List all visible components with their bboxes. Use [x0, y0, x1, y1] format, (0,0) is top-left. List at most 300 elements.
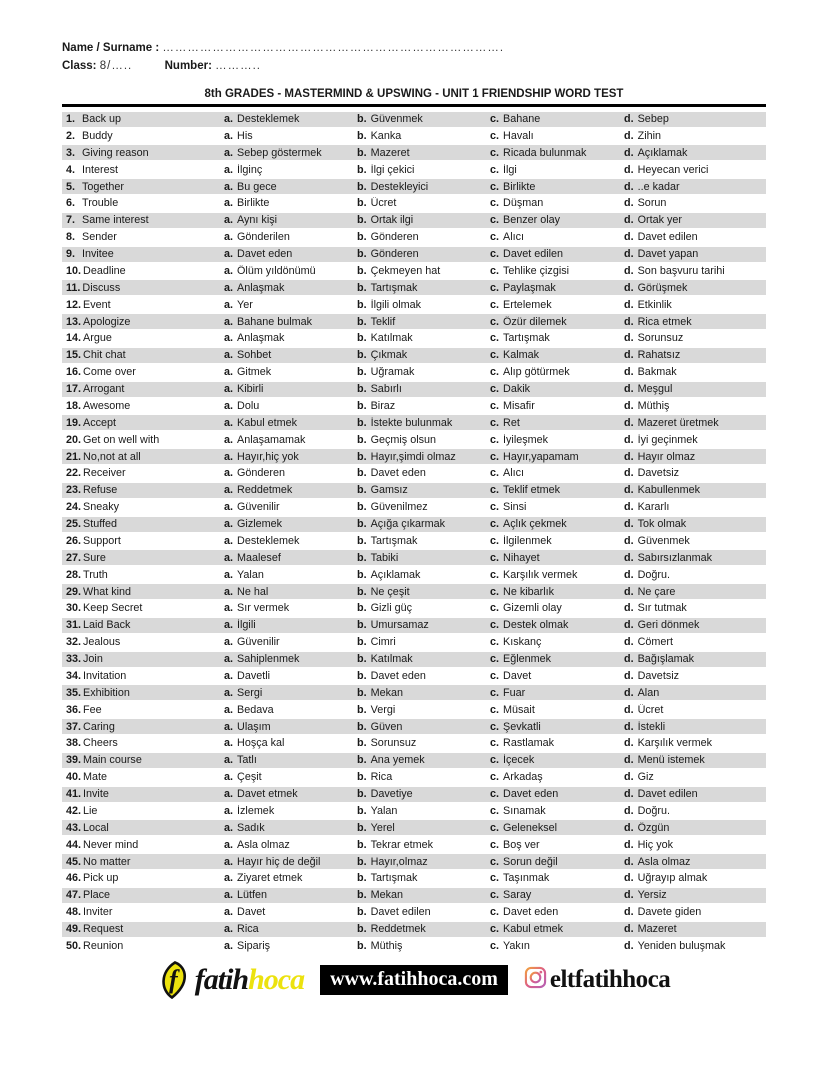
option-a [224, 248, 357, 260]
option-text: Güvenilmez [370, 501, 428, 514]
option-letter: d. [624, 366, 634, 379]
option-b [357, 822, 490, 834]
option-d [624, 653, 766, 665]
option-text: Çıkmak [370, 349, 408, 362]
option-letter: b. [357, 788, 367, 801]
option-letter: c. [490, 231, 500, 244]
option-letter: d. [624, 281, 634, 294]
question-row [62, 466, 766, 483]
option-d [624, 687, 766, 699]
option-letter: b. [357, 113, 367, 126]
option-letter: a. [224, 180, 234, 193]
option-a [224, 265, 357, 277]
question-cell [62, 231, 224, 243]
option-d [624, 569, 766, 581]
option-text: Son başvuru tarihi [637, 264, 725, 277]
option-letter: d. [624, 231, 634, 244]
question-word: Discuss [82, 281, 121, 294]
option-letter: a. [224, 484, 234, 497]
option-d [624, 451, 766, 463]
question-row [62, 517, 766, 534]
question-number: 36. [66, 703, 82, 716]
option-letter: a. [224, 129, 234, 142]
question-row [62, 264, 766, 281]
option-letter: c. [490, 636, 500, 649]
option-text: Paylaşmak [503, 281, 556, 294]
option-b [357, 754, 490, 766]
question-row [62, 601, 766, 618]
option-letter: d. [624, 568, 634, 581]
option-d [624, 282, 766, 294]
question-cell [62, 670, 224, 682]
option-c [490, 856, 624, 868]
option-letter: a. [224, 163, 234, 176]
option-a [224, 417, 357, 429]
option-letter: c. [490, 906, 500, 919]
option-a [224, 586, 357, 598]
option-letter: b. [357, 703, 367, 716]
option-d [624, 940, 766, 952]
option-b [357, 248, 490, 260]
option-text: Gizemli olay [503, 602, 562, 615]
question-word: Laid Back [83, 619, 131, 632]
question-cell [62, 822, 224, 834]
question-number: 6. [66, 197, 76, 210]
question-word: Request [83, 923, 124, 936]
option-text: Davetsiz [637, 467, 680, 480]
option-d [624, 248, 766, 260]
option-text: Maalesef [237, 551, 281, 564]
option-letter: a. [224, 534, 234, 547]
question-row [62, 534, 766, 551]
option-letter: a. [224, 298, 234, 311]
question-number: 43. [66, 821, 82, 834]
option-text: Ricada bulunmak [503, 146, 587, 159]
option-text: Zihin [637, 129, 662, 142]
option-text: Rica [370, 771, 393, 784]
option-a [224, 501, 357, 513]
question-row [62, 382, 766, 399]
option-text: Tartışmak [370, 534, 418, 547]
option-d [624, 636, 766, 648]
question-row [62, 854, 766, 871]
option-text: Davet yapan [637, 248, 699, 261]
option-letter: a. [224, 939, 234, 952]
option-letter: a. [224, 602, 234, 615]
option-c [490, 805, 624, 817]
option-text: Biraz [370, 399, 396, 412]
option-d [624, 366, 766, 378]
question-word: Cheers [83, 737, 118, 750]
question-cell [62, 535, 224, 547]
option-letter: c. [490, 315, 500, 328]
option-text: Geçmiş olsun [370, 433, 437, 446]
option-text: Lütfen [237, 889, 268, 902]
option-b [357, 214, 490, 226]
option-letter: d. [624, 669, 634, 682]
option-b [357, 737, 490, 749]
option-c [490, 822, 624, 834]
question-number: 39. [66, 754, 82, 767]
option-text: Özgün [637, 821, 670, 834]
question-number: 45. [66, 855, 82, 868]
option-letter: c. [490, 602, 500, 615]
option-letter: a. [224, 737, 234, 750]
option-d [624, 130, 766, 142]
option-b [357, 484, 490, 496]
footer [62, 957, 766, 1003]
option-letter: a. [224, 821, 234, 834]
option-d [624, 181, 766, 193]
option-b [357, 771, 490, 783]
question-word: Pick up [83, 872, 119, 885]
option-text: Anlaşamamak [237, 433, 306, 446]
option-text: Sipariş [237, 939, 271, 952]
question-cell [62, 467, 224, 479]
option-text: Ücret [637, 703, 664, 716]
option-text: Sebep göstermek [237, 146, 322, 159]
option-letter: b. [357, 602, 367, 615]
option-text: Karşılık vermek [637, 737, 713, 750]
option-letter: a. [224, 450, 234, 463]
question-row [62, 871, 766, 888]
option-a [224, 906, 357, 918]
option-c [490, 619, 624, 631]
option-text: Güvenilir [237, 636, 280, 649]
option-text: Mekan [370, 889, 404, 902]
option-letter: c. [490, 146, 500, 159]
option-text: Güven [370, 720, 403, 733]
question-word: What kind [83, 585, 132, 598]
option-c [490, 653, 624, 665]
option-a [224, 619, 357, 631]
option-text: Ne hal [237, 585, 269, 598]
option-b [357, 839, 490, 851]
question-word: Support [83, 534, 121, 547]
option-c [490, 501, 624, 513]
option-c [490, 636, 624, 648]
option-b [357, 181, 490, 193]
question-number: 15. [66, 349, 82, 362]
option-b [357, 518, 490, 530]
option-letter: b. [357, 416, 367, 429]
option-letter: c. [490, 264, 500, 277]
option-b [357, 906, 490, 918]
option-letter: c. [490, 433, 500, 446]
option-a [224, 889, 357, 901]
question-cell [62, 181, 224, 193]
question-word: Argue [83, 332, 112, 345]
option-c [490, 586, 624, 598]
option-text: İstekte bulunmak [370, 416, 453, 429]
option-letter: a. [224, 923, 234, 936]
option-c [490, 248, 624, 260]
option-c [490, 147, 624, 159]
option-text: Etkinlik [637, 298, 672, 311]
question-word: Exhibition [83, 686, 130, 699]
question-row [62, 669, 766, 686]
option-text: İlgili olmak [370, 298, 422, 311]
option-text: Şevkatli [503, 720, 541, 733]
option-b [357, 366, 490, 378]
option-letter: c. [490, 467, 500, 480]
question-word: Keep Secret [83, 602, 143, 615]
question-word: Invitation [83, 669, 127, 682]
option-letter: b. [357, 315, 367, 328]
option-letter: b. [357, 366, 367, 379]
question-word: Invite [83, 788, 109, 801]
option-b [357, 704, 490, 716]
question-number: 48. [66, 906, 82, 919]
question-word: Jealous [83, 636, 121, 649]
option-letter: b. [357, 332, 367, 345]
option-letter: a. [224, 501, 234, 514]
question-word: Receiver [83, 467, 126, 480]
option-a [224, 704, 357, 716]
option-text: Hayır hiç de değil [237, 855, 321, 868]
option-letter: a. [224, 872, 234, 885]
option-letter: c. [490, 298, 500, 311]
option-text: Anlaşmak [237, 281, 285, 294]
option-text: Tabiki [370, 551, 399, 564]
instagram-handle: eltfatihhoca [549, 966, 671, 993]
option-text: Teklif [370, 315, 396, 328]
option-a [224, 518, 357, 530]
option-text: Kibirli [237, 383, 264, 396]
option-letter: d. [624, 703, 634, 716]
option-c [490, 214, 624, 226]
option-text: Davet edilen [503, 248, 564, 261]
option-text: Meşgul [637, 383, 673, 396]
option-letter: c. [490, 349, 500, 362]
question-cell [62, 518, 224, 530]
option-d [624, 467, 766, 479]
option-letter: b. [357, 906, 367, 919]
option-d [624, 231, 766, 243]
number-label: Number: [164, 59, 212, 72]
option-d [624, 771, 766, 783]
option-a [224, 113, 357, 125]
option-letter: d. [624, 467, 634, 480]
option-text: Kararlı [637, 501, 670, 514]
option-letter: c. [490, 551, 500, 564]
option-letter: d. [624, 534, 634, 547]
option-letter: d. [624, 298, 634, 311]
option-d [624, 299, 766, 311]
option-text: Sabırlı [370, 383, 402, 396]
question-number: 21. [66, 450, 82, 463]
question-row [62, 432, 766, 449]
option-text: İlginç [237, 163, 263, 176]
option-letter: d. [624, 821, 634, 834]
question-row [62, 365, 766, 382]
option-text: Geleneksel [503, 821, 558, 834]
option-d [624, 349, 766, 361]
question-row [62, 567, 766, 584]
option-d [624, 923, 766, 935]
option-letter: c. [490, 737, 500, 750]
question-number: 38. [66, 737, 82, 750]
question-word: Sure [83, 551, 106, 564]
question-cell [62, 383, 224, 395]
option-letter: a. [224, 467, 234, 480]
option-d [624, 434, 766, 446]
question-row [62, 635, 766, 652]
option-letter: a. [224, 653, 234, 666]
option-letter: b. [357, 872, 367, 885]
option-letter: d. [624, 855, 634, 868]
option-text: Müthiş [637, 399, 670, 412]
option-letter: d. [624, 585, 634, 598]
option-text: Hayır,hiç yok [237, 450, 299, 463]
option-c [490, 383, 624, 395]
option-letter: a. [224, 889, 234, 902]
option-text: Teklif etmek [503, 484, 561, 497]
question-row [62, 213, 766, 230]
option-letter: b. [357, 383, 367, 396]
option-text: Bedava [237, 703, 274, 716]
question-number: 2. [66, 129, 76, 142]
question-cell [62, 569, 224, 581]
option-d [624, 602, 766, 614]
option-text: Sınamak [503, 804, 546, 817]
option-letter: a. [224, 231, 234, 244]
option-letter: d. [624, 399, 634, 412]
question-word: Sender [82, 231, 117, 244]
option-text: Reddetmek [237, 484, 293, 497]
question-number: 9. [66, 248, 76, 261]
question-word: Back up [82, 113, 122, 126]
question-cell [62, 923, 224, 935]
question-row [62, 787, 766, 804]
option-c [490, 181, 624, 193]
option-text: Yersiz [637, 889, 667, 902]
option-letter: a. [224, 788, 234, 801]
option-c [490, 434, 624, 446]
option-letter: c. [490, 399, 500, 412]
option-letter: d. [624, 602, 634, 615]
question-number: 32. [66, 636, 82, 649]
option-text: Davetli [237, 669, 271, 682]
question-number: 34. [66, 669, 82, 682]
question-row [62, 888, 766, 905]
worksheet-page [62, 40, 766, 996]
question-number: 18. [66, 399, 82, 412]
class-number-line [62, 58, 766, 76]
option-b [357, 130, 490, 142]
question-row [62, 196, 766, 213]
option-letter: c. [490, 703, 500, 716]
option-letter: b. [357, 669, 367, 682]
option-a [224, 940, 357, 952]
option-a [224, 332, 357, 344]
option-b [357, 889, 490, 901]
question-cell [62, 552, 224, 564]
question-row [62, 331, 766, 348]
option-text: Tartışmak [503, 332, 550, 345]
option-text: Sebep [637, 113, 669, 126]
question-word: Chit chat [83, 349, 126, 362]
option-text: Sorun değil [503, 855, 558, 868]
option-letter: b. [357, 197, 367, 210]
question-row [62, 179, 766, 196]
option-letter: b. [357, 619, 367, 632]
option-a [224, 737, 357, 749]
option-letter: d. [624, 332, 634, 345]
option-a [224, 366, 357, 378]
option-letter: a. [224, 518, 234, 531]
question-number: 46. [66, 872, 82, 885]
question-row [62, 230, 766, 247]
question-cell [62, 147, 224, 159]
option-text: Ertelemek [503, 298, 552, 311]
option-letter: b. [357, 737, 367, 750]
option-a [224, 197, 357, 209]
question-row [62, 837, 766, 854]
option-letter: a. [224, 113, 234, 126]
question-word: Reunion [83, 939, 124, 952]
option-a [224, 147, 357, 159]
question-number: 3. [66, 146, 76, 159]
option-text: Sahiplenmek [237, 653, 300, 666]
option-letter: a. [224, 636, 234, 649]
option-text: Gönderen [370, 248, 419, 261]
question-word: Local [83, 821, 109, 834]
option-text: Düşman [503, 197, 544, 210]
option-b [357, 602, 490, 614]
question-row [62, 112, 766, 129]
option-c [490, 721, 624, 733]
option-text: Destek olmak [503, 619, 569, 632]
question-number: 29. [66, 585, 82, 598]
option-b [357, 467, 490, 479]
option-a [224, 484, 357, 496]
question-cell [62, 788, 224, 800]
option-a [224, 569, 357, 581]
question-word: Never mind [83, 838, 139, 851]
option-b [357, 113, 490, 125]
question-word: Trouble [82, 197, 119, 210]
option-b [357, 282, 490, 294]
option-text: Karşılık vermek [503, 568, 578, 581]
option-c [490, 771, 624, 783]
question-row [62, 280, 766, 297]
option-letter: a. [224, 804, 234, 817]
option-text: Davet edilen [637, 788, 698, 801]
option-letter: c. [490, 585, 500, 598]
option-c [490, 299, 624, 311]
option-letter: c. [490, 720, 500, 733]
option-letter: d. [624, 180, 634, 193]
option-text: Sorun [637, 197, 667, 210]
option-text: Sinsi [503, 501, 527, 514]
option-letter: d. [624, 551, 634, 564]
question-number: 25. [66, 518, 82, 531]
question-word: Accept [83, 416, 117, 429]
option-c [490, 872, 624, 884]
option-letter: b. [357, 264, 367, 277]
question-row [62, 483, 766, 500]
option-c [490, 687, 624, 699]
question-row [62, 736, 766, 753]
option-d [624, 214, 766, 226]
option-b [357, 332, 490, 344]
option-letter: d. [624, 636, 634, 649]
option-text: Ölüm yıldönümü [237, 264, 316, 277]
question-number: 19. [66, 416, 82, 429]
option-c [490, 316, 624, 328]
option-text: Fuar [503, 686, 526, 699]
